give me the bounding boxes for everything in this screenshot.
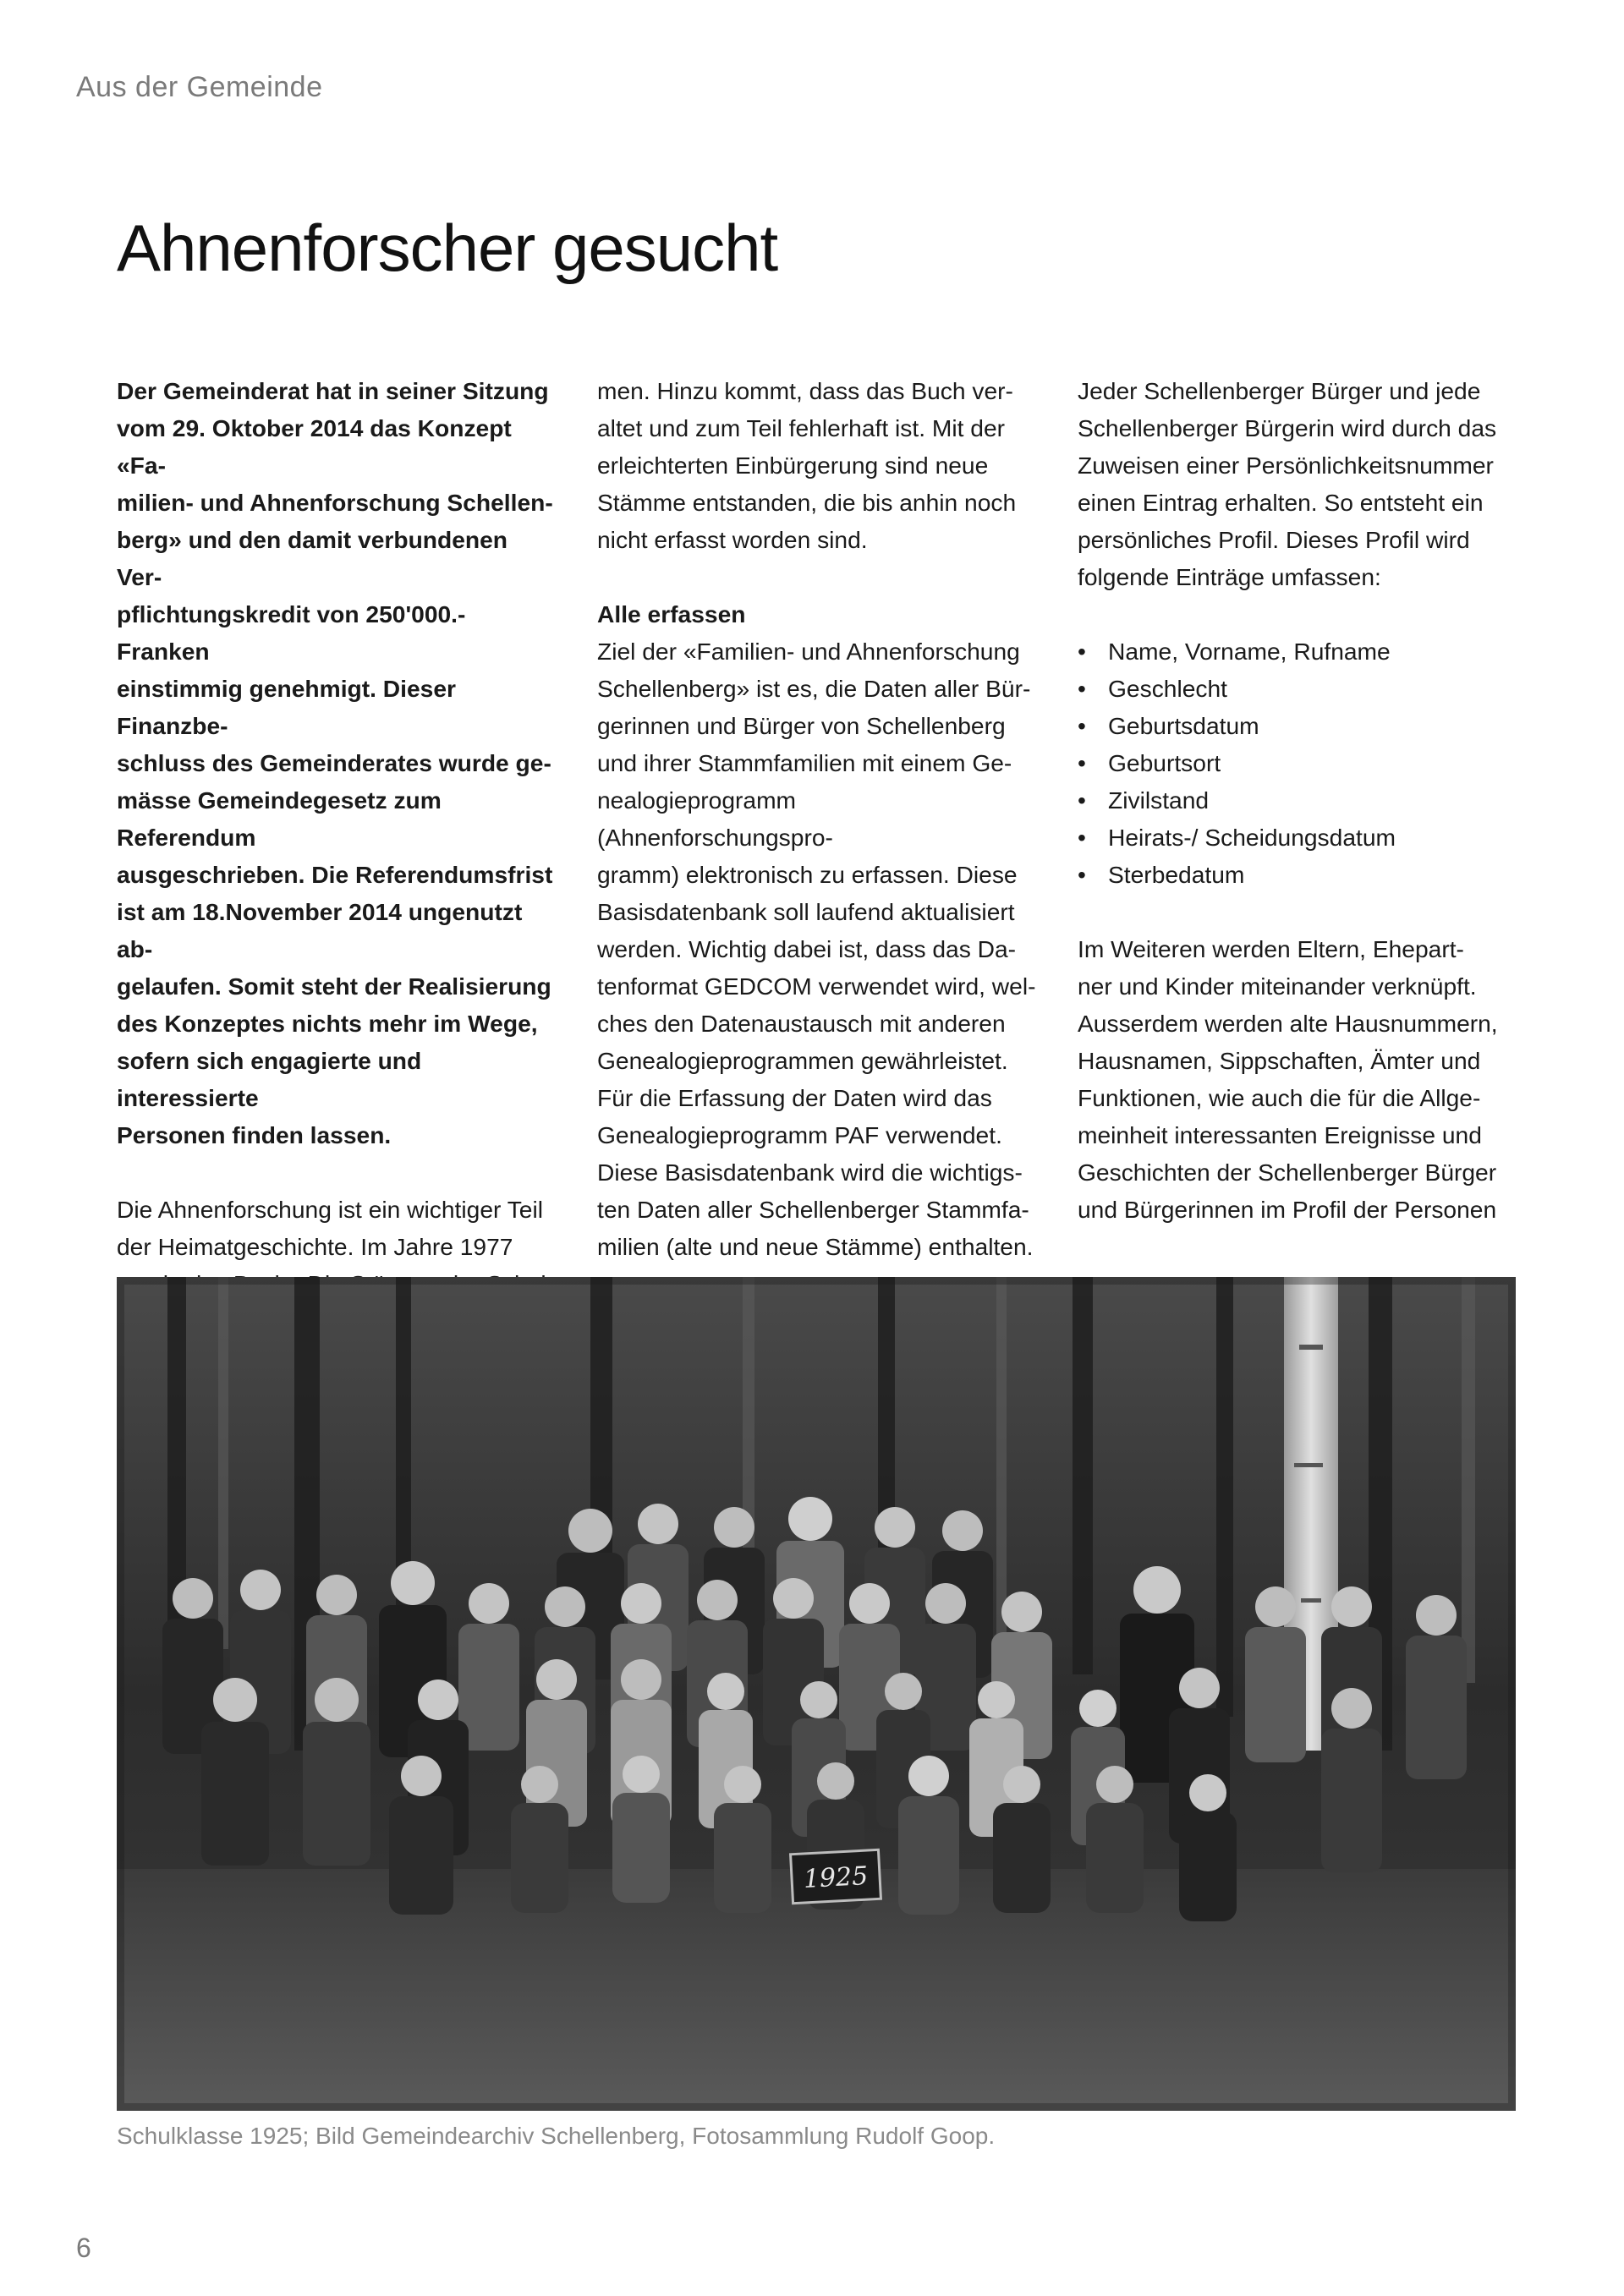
text-line: Jeder Schellenberger Bürger und jede	[1078, 377, 1481, 404]
text-line: gramm) elektronisch zu erfassen. Diese	[597, 861, 1018, 888]
text-line: folgende Einträge umfassen:	[1078, 563, 1381, 590]
bullet-icon: •	[1078, 861, 1086, 888]
bullet-icon: •	[1078, 824, 1086, 851]
lead-paragraph	[117, 372, 557, 1153]
text-line: Schellenberg» ist es, die Daten aller Bür-	[597, 675, 1031, 702]
list-item: • Heirats-/ Scheidungsdatum	[1078, 819, 1517, 856]
text-line: ten Daten aller Schellenberger Stammfa-	[597, 1196, 1029, 1223]
text-line: persönliches Profil. Dieses Profil wird	[1078, 526, 1470, 553]
section-label: Aus der Gemeinde	[76, 71, 323, 103]
text-line: milien (alte und neue Stämme) enthalten.	[597, 1233, 1034, 1260]
list-item: • Geburtsort	[1078, 744, 1517, 781]
column-2	[597, 372, 1037, 1265]
body-paragraph	[1078, 930, 1517, 1228]
subheading: Alle erfassen	[597, 600, 746, 627]
class-photo-illustration	[117, 1277, 1516, 2111]
text-line: des Konzeptes nichts mehr im Wege,	[117, 1010, 538, 1037]
text-line: Hausnamen, Sippschaften, Ämter und	[1078, 1047, 1481, 1074]
text-line: und Bürgerinnen im Profil der Personen	[1078, 1196, 1497, 1223]
text-line: ist am 18.November 2014 ungenutzt ab-	[117, 898, 523, 962]
text-line: Genealogieprogrammen gewährleistet.	[597, 1047, 1008, 1074]
bullet-icon: •	[1078, 786, 1086, 814]
text-line: werden. Wichtig dabei ist, dass das Da-	[597, 935, 1017, 962]
body-paragraph	[597, 633, 1037, 1265]
text-line: einen Eintrag erhalten. So entsteht ein	[1078, 489, 1484, 516]
text-line: berg» und den damit verbundenen Ver-	[117, 526, 508, 590]
list-item: • Geschlecht	[1078, 670, 1517, 707]
text-line: Funktionen, wie auch die für die Allge-	[1078, 1084, 1481, 1111]
list-item: • Name, Vorname, Rufname	[1078, 633, 1517, 670]
bullet-icon: •	[1078, 712, 1086, 739]
text-line: meinheit interessanten Ereignisse und	[1078, 1121, 1482, 1148]
text-line: der Heimatgeschichte. Im Jahre 1977	[117, 1233, 513, 1260]
text-line: Ziel der «Familien- und Ahnenforschung	[597, 638, 1020, 665]
bullet-icon: •	[1078, 675, 1086, 702]
text-line: nealogieprogramm (Ahnenforschungspro-	[597, 786, 833, 851]
text-line: gerinnen und Bürger von Schellenberg	[597, 712, 1006, 739]
text-line: gelaufen. Somit steht der Realisierung	[117, 973, 551, 1000]
photo-caption: Schulklasse 1925; Bild Gemeindearchiv Schellenberg, Fotosammlung Rudolf Goop.	[117, 2123, 996, 2149]
list-item: • Sterbedatum	[1078, 856, 1517, 893]
svg-text:1925: 1925	[803, 1861, 870, 1894]
text-line: vom 29. Oktober 2014 das Konzept «Fa-	[117, 414, 512, 479]
text-line: pflichtungskredit von 250'000.- Franken	[117, 600, 466, 665]
text-line: nicht erfasst worden sind.	[597, 526, 868, 553]
text-line: milien- und Ahnenforschung Schellen-	[117, 489, 553, 516]
bullet-icon: •	[1078, 638, 1086, 665]
year-slate	[791, 1849, 881, 1903]
text-line: Für die Erfassung der Daten wird das	[597, 1084, 992, 1111]
body-paragraph	[597, 372, 1037, 558]
text-line: Diese Basisdatenbank wird die wichtigs-	[597, 1159, 1023, 1186]
text-line: mässe Gemeindegesetz zum Referendum	[117, 786, 442, 851]
text-line: sofern sich engagierte und interessierte	[117, 1047, 422, 1111]
text-line: Schellenberger Bürgerin wird durch das	[1078, 414, 1497, 441]
text-line: und ihrer Stammfamilien mit einem Ge-	[597, 749, 1012, 776]
text-line: Basisdatenbank soll laufend aktualisiert	[597, 898, 1015, 925]
text-line: altet und zum Teil fehlerhaft ist. Mit der	[597, 414, 1006, 441]
list-item: • Zivilstand	[1078, 781, 1517, 819]
profile-entries-list	[1078, 633, 1517, 893]
text-line: Im Weiteren werden Eltern, Ehepart-	[1078, 935, 1464, 962]
text-line: ausgeschrieben. Die Referendumsfrist	[117, 861, 553, 888]
text-line: tenformat GEDCOM verwendet wird, wel-	[597, 973, 1036, 1000]
text-line: Zuweisen einer Persönlichkeitsnummer	[1078, 452, 1494, 479]
text-line: Stämme entstanden, die bis anhin noch	[597, 489, 1017, 516]
text-line: Der Gemeinderat hat in seiner Sitzung	[117, 377, 549, 404]
text-line: einstimmig genehmigt. Dieser Finanzbe-	[117, 675, 456, 739]
class-photo	[117, 1277, 1516, 2111]
page-number: 6	[76, 2233, 91, 2263]
text-line: ner und Kinder miteinander verknüpft.	[1078, 973, 1477, 1000]
text-line: Personen finden lassen.	[117, 1121, 392, 1148]
column-3	[1078, 372, 1517, 1228]
text-line: men. Hinzu kommt, dass das Buch ver-	[597, 377, 1013, 404]
text-line: Genealogieprogramm PAF verwendet.	[597, 1121, 1002, 1148]
text-line: schluss des Gemeinderates wurde ge-	[117, 749, 551, 776]
text-line: erleichterten Einbürgerung sind neue	[597, 452, 989, 479]
text-line: Ausserdem werden alte Hausnummern,	[1078, 1010, 1498, 1037]
list-item: • Geburtsdatum	[1078, 707, 1517, 744]
article-title: Ahnenforscher gesucht	[117, 211, 778, 285]
bullet-icon: •	[1078, 749, 1086, 776]
text-line: Die Ahnenforschung ist ein wichtiger Teil	[117, 1196, 544, 1223]
text-line: ches den Datenaustausch mit anderen	[597, 1010, 1006, 1037]
text-line: Geschichten der Schellenberger Bürger	[1078, 1159, 1497, 1186]
body-paragraph	[1078, 372, 1517, 595]
